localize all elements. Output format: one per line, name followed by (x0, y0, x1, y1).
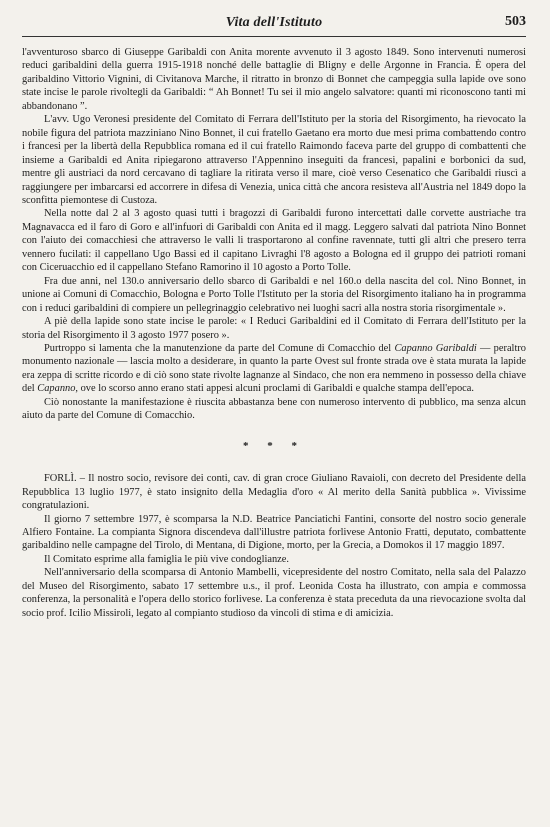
paragraph-5: A piè della lapide sono state incise le parole: « I Reduci Garibaldini ed il Comitato di Ferrara dell'Istituto per la storia del Risorgimento il 3 agosto 1977 posero ». (22, 316, 526, 341)
forli-paragraph-4: Nell'anniversario della scomparsa di Antonio Mambelli, vicepresidente del nostro Comitato, nella sala del Palazzo del Museo del Risorgimento, sabato 17 settembre u.s., il prof. Leonida Costa ha illustrato, con ampia e commossa conferenza, la personalità e l'opera dello storico forlivese. La conferenza è stata preceduta da una rievocazione svolta dal socio prof. Icilio Missiroli, legato al compianto studioso da vincoli di stima e di amicizia. (22, 567, 526, 619)
capanno-garibaldi-italic: Capanno Garibaldi (394, 342, 477, 354)
section-separator: * * * (243, 439, 305, 452)
forli-paragraph-3: Il Comitato esprime alla famiglia le più vive condoglianze. (44, 553, 289, 565)
paragraph-closing: Ciò nonostante la manifestazione è riuscita abbastanza bene con numeroso intervento di pubblico, ma senza alcun aiuto da parte del Comune di Comacchio. (22, 396, 526, 422)
running-title: Vita dell'Istituto (225, 15, 323, 30)
paragraph-capanno (22, 342, 526, 396)
paragraph-4: Fra due anni, nel 130.o anniversario dello sbarco di Garibaldi e nel 160.o della nascita del col. Nino Bonnet, in unione ai Comuni di Comacchio, Bologna e Porto Tolle l'Istituto per la storia del Risorgimento italiano ha in programma con i reduci garibaldini di compiere un pellegrinaggio celebrativo nei luoghi sacri alla nostra storia risorgimentale ». (22, 275, 526, 314)
forli-paragraph-1: FORLÌ. – Il nostro socio, revisore dei conti, cav. di gran croce Giuliano Ravaioli, con decreto del Presidente della Repubblica 13 luglio 1977, è stato insignito della Medaglia d'oro « Al merito della Sanità pubblica ». Vivissime congratulazioni. (22, 473, 526, 512)
paragraph-3: Nella notte dal 2 al 3 agosto quasi tutti i bragozzi di Garibaldi furono intercettati dalle corvette austriache tra Magnavacca ed il faro di Goro e all'infuori di Garibaldi con Anita ed il magg. Leggero salvati dal patriota Nino Bonnet con l'aiuto dei comacchiesi che attraverso le valli li trasportarono al confine ravennate, tutti gli altri che presero terra vennero fucilati: il cappellano Ugo Bassi ed il capitano Livraghi l'8 agosto a Bologna ed il gruppo dei patrioti romani con Ciceruacchio ed il cappellano Stefano Ramorino il 10 agosto a Porto Tolle. (22, 208, 526, 274)
capanno-italic: Capanno (37, 383, 76, 395)
paragraph-2: L'avv. Ugo Veronesi presidente del Comitato di Ferrara dell'Istituto per la storia del Risorgimento, ha rievocato la nobile figura del patriota mazziniano Nino Bonnet, il cui fratello Gaetano era morto due mesi prima combattendo contro i francesi per la libertà della Repubblica romana ed il cui fratello Raimondo faceva parte del gruppo di combattenti che insieme a Garibaldi ed Anita ripiegarono attraverso l'Appennino inseguiti da francesi, papalini e borbonici da sud, mentre gli austriaci da nord cercavano di tagliare la ritirata verso il mare, cioè verso Cesenatico che Garibaldi riuscì a raggiungere per imbarcarsi ed accorrere in difesa di Venezia, unica città che ancora resisteva all'Austria nel 1849 dopo la sconfitta piemontese di Custoza. (22, 114, 526, 206)
page-number: 503 (505, 14, 526, 29)
forli-paragraph-2: Il giorno 7 settembre 1977, è scomparsa la N.D. Beatrice Panciatichi Fantini, consorte del nostro socio generale Alfiero Fontaine. La compianta Signora discendeva dall'illustre patriota forlivese Antonio Fratti, deputato, combattente garibaldino nelle campagne del Tirolo, di Mentana, di Digione, morto, per la Grecia, a Domokos il 17 maggio 1897. (22, 513, 526, 552)
running-header (22, 10, 526, 37)
article-body (22, 46, 526, 620)
paragraph-1: l'avventuroso sbarco di Giuseppe Garibaldi con Anita morente avvenuto il 3 agosto 1849. Sono intervenuti numerosi reduci garibaldini della guerra 1915-1918 nonché delle battaglie di Bligny e delle Argonne in Francia. È opera del garibaldino Vittorio Vignini, di Civitanova Marche, il ritratto in bronzo di Bonnet che campeggia sulla lapide ove sono state incise le parole rivoltegli da Garibaldi: “ Ah Bonnet! Tu sei il mio angelo salvatore: quanti mi riconoscono tanti mi abbandonano ”. (22, 47, 526, 112)
capanno-text-pre: Purtroppo si lamenta che la manutenzione da parte del Comune di Comacchio del (44, 342, 395, 354)
capanno-text-mid: — peraltro monumento nazionale — lascia molto a desiderare, in quanto la parte Ovest sul fronte strada ove è stata murata la lapide era zeppa di scritte ricordo e di ciò sono state rivolte lagnanze al Sindaco, che non era nemmeno in possesso della chiave del (22, 342, 526, 395)
capanno-text-post: , ove lo scorso anno erano stati appesi alcuni proclami di Garibaldi e qualche stampa dell'epoca. (75, 383, 475, 395)
